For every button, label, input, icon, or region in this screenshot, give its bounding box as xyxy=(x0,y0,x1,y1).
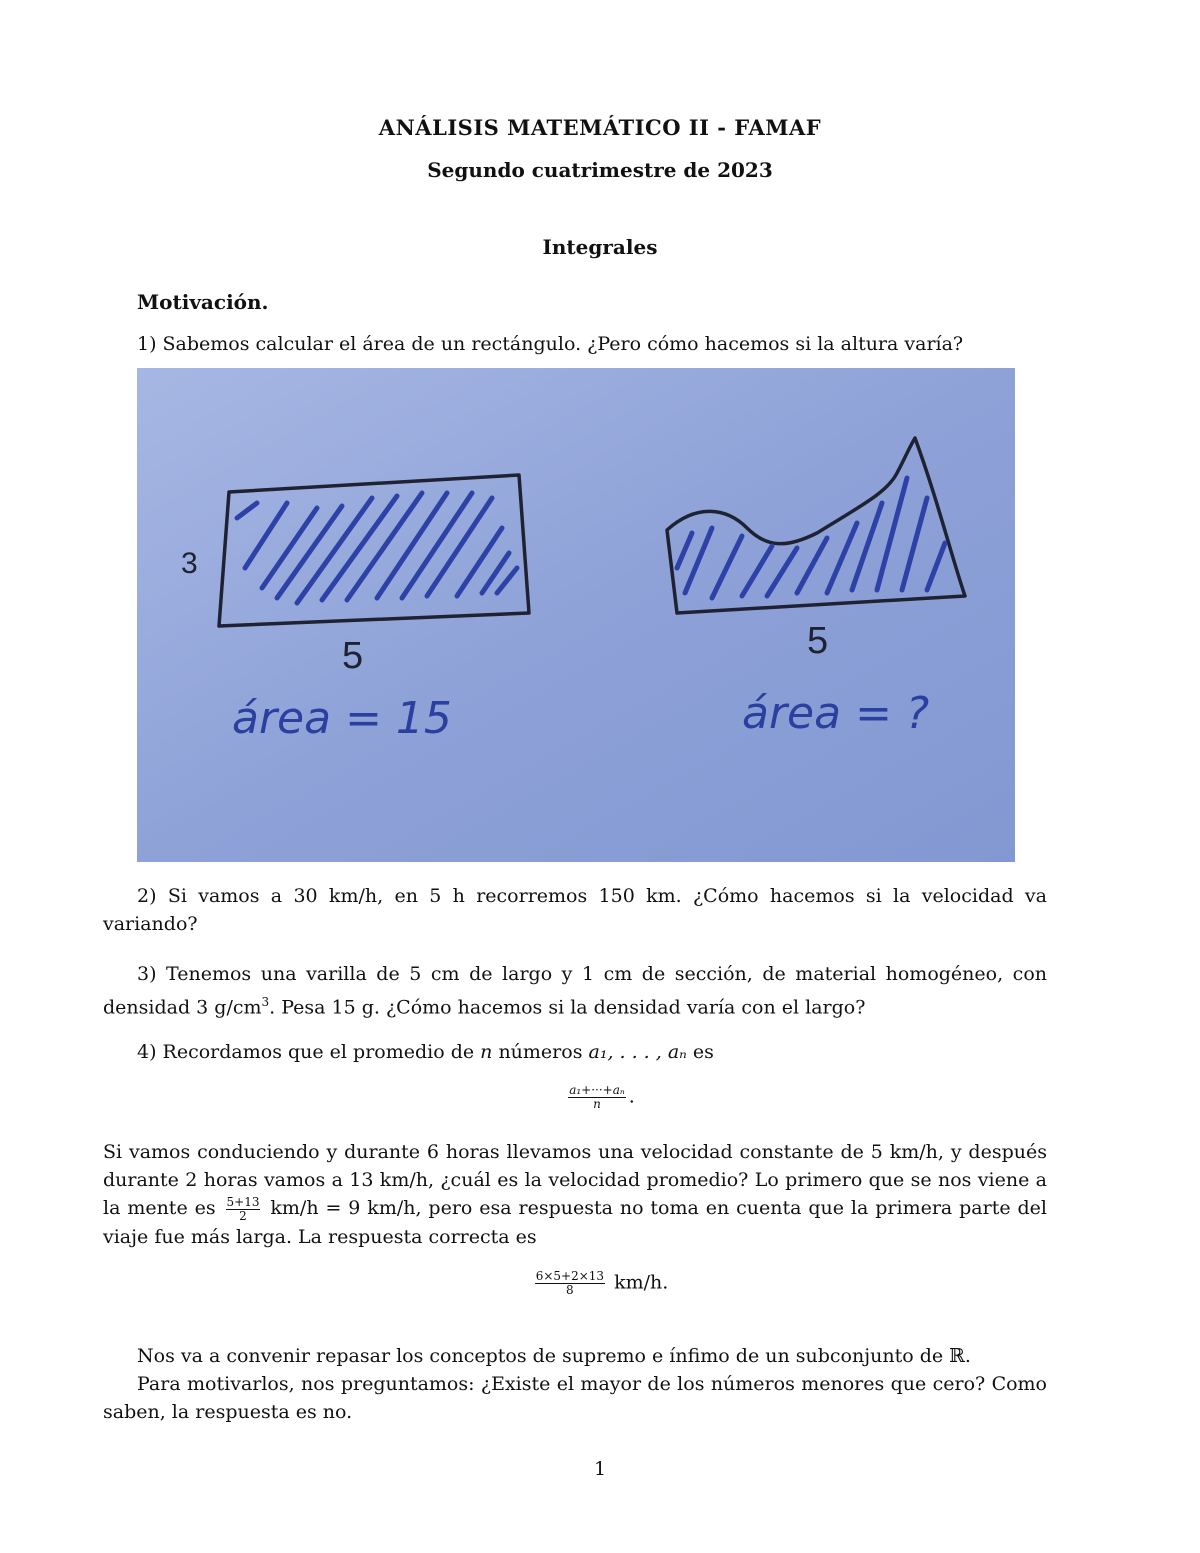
item-4-part-a: 4) Recordamos que el promedio de xyxy=(137,1041,481,1063)
naive-denominator: 2 xyxy=(239,1208,247,1223)
average-speed-paragraph xyxy=(103,1138,1047,1251)
item-1-text: 1) Sabemos calcular el área de un rectángulo. ¿Pero cómo hacemos si la altura varía? xyxy=(137,333,964,355)
item-3-part-a: 3) Tenemos una varilla de 5 cm de largo y 1 cm de sección, de material homogéneo, con densidad 3 g/cm xyxy=(103,963,1047,1019)
closing-paragraph-2: Para motivarlos, nos preguntamos: ¿Existe el mayor de los números menores que cero? Como saben, la respuesta es no. xyxy=(103,1373,1047,1423)
section-title: Integrales xyxy=(542,235,658,259)
item-2-text: 2) Si vamos a 30 km/h, en 5 h recorremos 150 km. ¿Cómo hacemos si la velocidad va variando? xyxy=(103,885,1047,935)
correct-numerator: 6×5+2×13 xyxy=(535,1269,605,1283)
rectangle-width-label: 5 xyxy=(342,635,364,677)
rectangle-area-label: área = 15 xyxy=(232,693,452,744)
average-formula xyxy=(0,1084,1200,1111)
item-4-sequence: a₁, . . . , aₙ xyxy=(588,1041,687,1063)
average-speed-part-a: Si vamos conduciendo y durante 6 horas llevamos una velocidad constante de 5 km/h, y después durante 2 horas vamos a 13 km/h, ¿cuál es la velocidad promedio? Lo primero que se nos viene a la mente es xyxy=(103,1141,1047,1219)
average-fraction xyxy=(568,1084,626,1111)
item-4-text xyxy=(103,1038,1047,1066)
item-3-superscript: 3 xyxy=(261,995,270,1009)
item-4-part-c: es xyxy=(686,1041,714,1063)
average-numerator: a₁+···+aₙ xyxy=(569,1083,625,1097)
correct-tail: km/h. xyxy=(608,1271,669,1294)
rectangle-height-label: 3 xyxy=(181,547,198,580)
photo-background xyxy=(137,368,1015,862)
item-3-text xyxy=(103,960,1047,1021)
hand-drawn-figure xyxy=(137,368,1015,862)
correct-average-formula xyxy=(0,1270,1200,1297)
motivation-heading: Motivación. xyxy=(137,290,269,314)
naive-fraction xyxy=(226,1196,261,1223)
item-4-n: n xyxy=(480,1041,493,1063)
curved-region-width-label: 5 xyxy=(807,620,829,662)
naive-numerator: 5+13 xyxy=(226,1194,260,1209)
page-number: 1 xyxy=(593,1458,607,1480)
average-tail: . xyxy=(628,1085,635,1108)
document-title: ANÁLISIS MATEMÁTICO II - FAMAF xyxy=(378,115,822,140)
curved-region-area-label: área = ? xyxy=(742,688,930,739)
item-3-part-b: . Pesa 15 g. ¿Cómo hacemos si la densidad varía con el largo? xyxy=(269,996,866,1019)
item-4-part-b: números xyxy=(492,1041,589,1063)
average-denominator: n xyxy=(593,1097,601,1111)
correct-denominator: 8 xyxy=(566,1283,574,1297)
correct-fraction xyxy=(535,1270,605,1297)
closing-paragraph-1: Nos va a convenir repasar los conceptos de supremo e ínfimo de un subconjunto de ℝ. xyxy=(137,1345,971,1367)
document-subtitle: Segundo cuatrimestre de 2023 xyxy=(427,158,773,182)
average-speed-part-b: km/h = 9 km/h, pero esa respuesta no toma en cuenta que la primera parte del viaje fue más larga. La respuesta correcta es xyxy=(103,1197,1047,1248)
